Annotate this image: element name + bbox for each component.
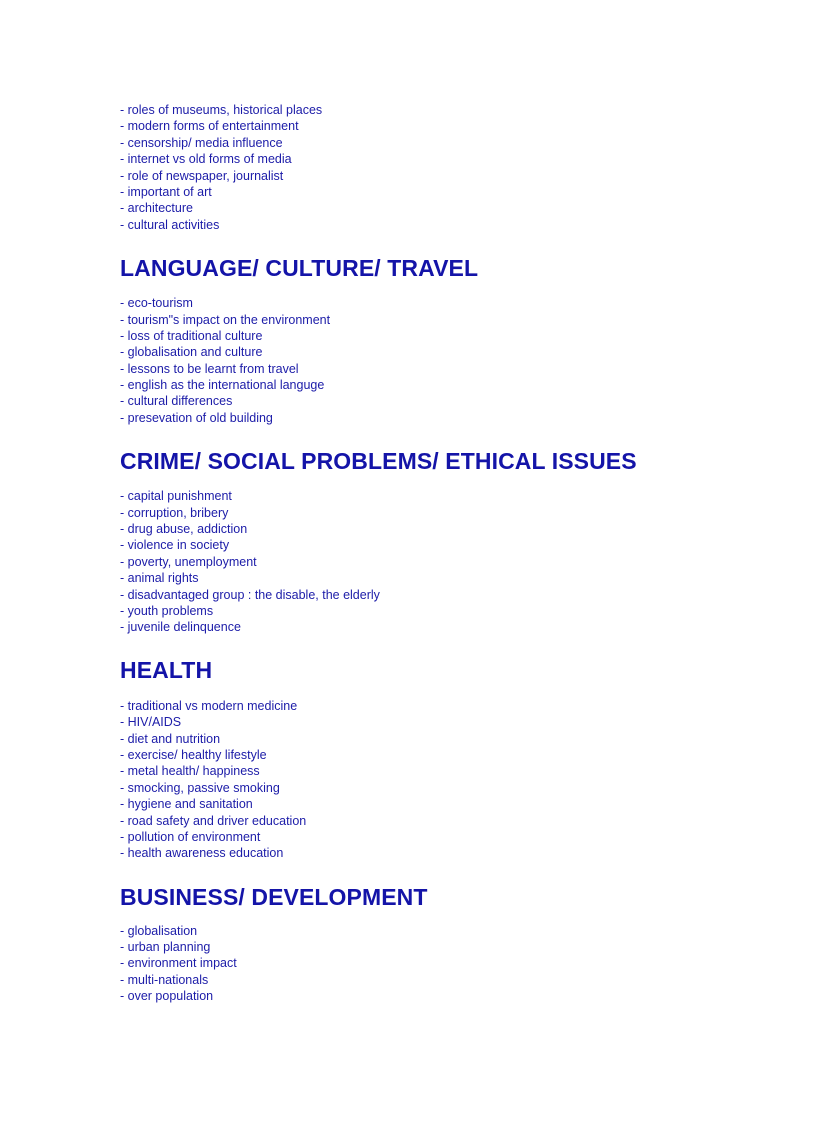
list-item: - globalisation and culture (120, 345, 263, 360)
list-item: - HIV/AIDS (120, 715, 182, 730)
list-item: - hygiene and sanitation (120, 797, 253, 812)
crime-social-problems-list (120, 488, 780, 636)
list-item: - modern forms of entertainment (120, 119, 299, 134)
list-item: - cultural differences (120, 394, 233, 409)
list-item: - road safety and driver education (120, 813, 307, 828)
list-item: - over population (120, 989, 214, 1004)
list-item: - drug abuse, addiction (120, 522, 248, 537)
document-page (120, 102, 780, 1005)
list-item: - health awareness education (120, 846, 284, 861)
list-item: - disadvantaged group : the disable, the elderly (120, 587, 380, 602)
section-heading-crime-social-problems: CRIME/ SOCIAL PROBLEMS/ ETHICAL ISSUES (120, 448, 637, 475)
list-item: - animal rights (120, 571, 199, 586)
list-item: - urban planning (120, 940, 211, 955)
list-item: - internet vs old forms of media (120, 152, 292, 167)
list-item: - youth problems (120, 603, 214, 618)
language-culture-travel-list (120, 295, 780, 426)
list-item: - pollution of environment (120, 829, 261, 844)
health-list (120, 698, 780, 862)
list-item: - capital punishment (120, 489, 232, 504)
list-item: - metal health/ happiness (120, 764, 260, 779)
list-item: - traditional vs modern medicine (120, 698, 298, 713)
list-item: - corruption, bribery (120, 505, 229, 520)
business-development-list (120, 923, 780, 1005)
list-item: - architecture (120, 201, 193, 216)
list-item: - loss of traditional culture (120, 328, 263, 343)
list-item: - globalisation (120, 923, 198, 938)
section-heading-health: HEALTH (120, 656, 213, 683)
list-item: - censorship/ media influence (120, 135, 283, 150)
section-heading-business-development: BUSINESS/ DEVELOPMENT (120, 883, 428, 910)
list-item: - cultural activities (120, 217, 220, 232)
list-item: - presevation of old building (120, 410, 273, 425)
list-item: - poverty, unemployment (120, 554, 257, 569)
list-item: - lessons to be learnt from travel (120, 361, 299, 376)
list-item: - violence in society (120, 538, 230, 553)
list-item: - important of art (120, 184, 212, 199)
list-item: - exercise/ healthy lifestyle (120, 747, 267, 762)
list-item: - diet and nutrition (120, 731, 221, 746)
list-item: - role of newspaper, journalist (120, 168, 284, 183)
list-item: - environment impact (120, 956, 237, 971)
list-item: - juvenile delinquence (120, 620, 241, 635)
intro-list (120, 102, 780, 233)
section-heading-language-culture-travel: LANGUAGE/ CULTURE/ TRAVEL (120, 255, 479, 282)
list-item: - tourism"s impact on the environment (120, 312, 331, 327)
list-item: - eco-tourism (120, 296, 193, 311)
list-item: - multi-nationals (120, 972, 209, 987)
list-item: - english as the international languge (120, 378, 325, 393)
list-item: - smocking, passive smoking (120, 780, 280, 795)
list-item: - roles of museums, historical places (120, 103, 323, 117)
